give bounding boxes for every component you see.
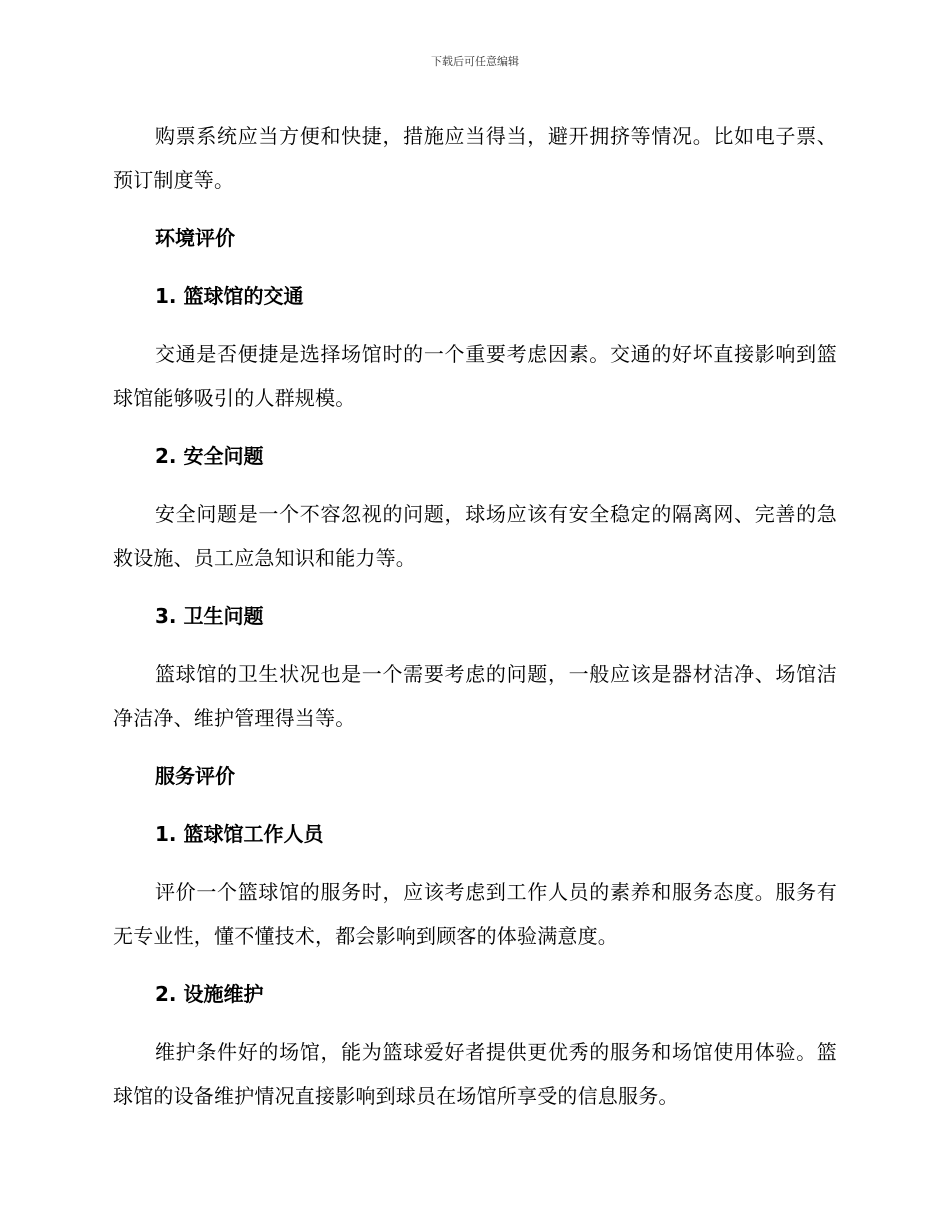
section-heading-service: 服务评价 — [155, 764, 235, 788]
subheading-hygiene: 3. 卫生问题 — [155, 604, 264, 628]
paragraph-staff: 评价一个篮球馆的服务时，应该考虑到工作人员的素养和服务态度。服务有无专业性，懂不懂技术，都会影响到顾客的体验满意度。 — [113, 880, 837, 948]
page-header: 下载后可任意编辑 — [431, 55, 519, 68]
subheading-safety: 2. 安全问题 — [155, 444, 264, 468]
document-body — [113, 114, 837, 1132]
subheading-maintenance: 2. 设施维护 — [155, 982, 264, 1006]
paragraph-maintenance: 维护条件好的场馆，能为篮球爱好者提供更优秀的服务和场馆使用体验。篮球馆的设备维护情况直接影响到球员在场馆所享受的信息服务。 — [113, 1040, 837, 1108]
paragraph-transport: 交通是否便捷是选择场馆时的一个重要考虑因素。交通的好坏直接影响到篮球馆能够吸引的人群规模。 — [113, 342, 837, 410]
section-heading-environment: 环境评价 — [155, 226, 235, 250]
paragraph-safety: 安全问题是一个不容忽视的问题，球场应该有安全稳定的隔离网、完善的急救设施、员工应急知识和能力等。 — [113, 502, 837, 570]
paragraph-hygiene: 篮球馆的卫生状况也是一个需要考虑的问题，一般应该是器材洁净、场馆洁净洁净、维护管理得当等。 — [113, 662, 837, 730]
subheading-transport: 1. 篮球馆的交通 — [155, 284, 304, 308]
subheading-staff: 1. 篮球馆工作人员 — [155, 822, 324, 846]
paragraph-ticketing: 购票系统应当方便和快捷，措施应当得当，避开拥挤等情况。比如电子票、预订制度等。 — [113, 124, 837, 192]
